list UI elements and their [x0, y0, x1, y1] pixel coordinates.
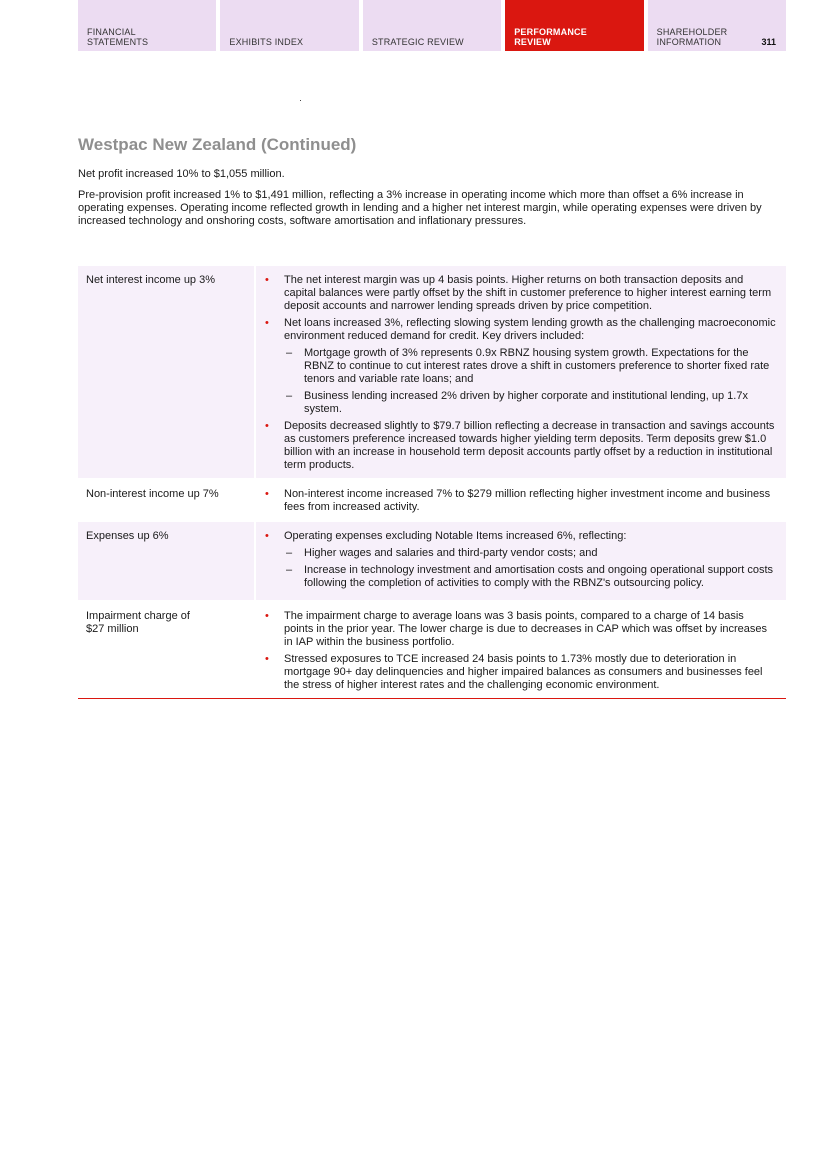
bullet-list — [260, 274, 776, 472]
sub-text: Mortgage growth of 3% represents 0.9x RBNZ housing system growth. Expectations for the RBNZ to continue to cut interest rates drove a shift in customers preference to shorter fixed rate tenors and variable rate loans; and — [304, 347, 770, 385]
bullet-item — [260, 274, 776, 313]
tab-label: STRATEGIC REVIEW — [371, 37, 464, 47]
bullet-list — [260, 610, 776, 692]
row-content — [256, 522, 786, 600]
table-row — [78, 520, 786, 600]
bullet-text: Non-interest income increased 7% to $279 million reflecting higher investment income and business fees from increased activity. — [284, 488, 771, 513]
bullet-text: Operating expenses excluding Notable Items increased 6%, reflecting: — [284, 530, 627, 542]
intro-paragraph: Pre-provision profit increased 1% to $1,491 million, reflecting a 3% increase in operating income which more than offset a 6% increase in operating expenses. Operating income reflected growth in lending and a higher net interest margin, while operating expenses were driven by increased technology and onshoring costs, software amortisation and inflationary pressures. — [78, 189, 762, 227]
performance-table — [78, 264, 786, 699]
sub-item — [284, 547, 776, 560]
bullet-text: Stressed exposures to TCE increased 24 basis points to 1.73% mostly due to deterioration in mortgage 90+ day delinquencies and higher impaired balances as consumers and businesses feel the stress of higher interest rates and the challenging economic environment. — [284, 653, 763, 691]
row-label: Expenses up 6% — [78, 522, 256, 600]
intro-text — [78, 168, 783, 236]
bullet-text: The impairment charge to average loans was 3 basis points, compared to a charge of 14 basis points in the prior year. The lower charge is due to decreases in CAP which was offset by increases in IAP within the business portfolio. — [284, 610, 768, 648]
sub-list — [284, 347, 776, 416]
sub-list — [284, 547, 776, 590]
bullet-text: The net interest margin was up 4 basis points. Higher returns on both transaction deposits and capital balances were partly offset by the shift in customer preference to higher interest earning term deposit accounts and narrower lending spreads driven by price competition. — [284, 274, 772, 312]
bullet-item — [260, 530, 776, 590]
tab-performance-review[interactable] — [505, 0, 643, 51]
bullet-text: Net loans increased 3%, reflecting slowing system lending growth as the challenging macroeconomic environment reduced demand for credit. Key drivers included: — [284, 317, 776, 342]
bullet-list — [260, 488, 776, 514]
tab-label: SHAREHOLDER INFORMATION — [656, 27, 728, 47]
tab-shareholder-information[interactable] — [648, 0, 786, 51]
page-number: 311 — [761, 37, 777, 47]
stray-dot — [300, 100, 301, 101]
row-content — [256, 480, 786, 520]
section-title: Westpac New Zealand (Continued) — [78, 135, 357, 154]
bullet-item — [260, 610, 776, 649]
bullet-item — [260, 317, 776, 416]
row-content — [256, 602, 786, 698]
row-label: Net interest income up 3% — [78, 266, 256, 478]
bullet-item — [260, 420, 776, 472]
bullet-item — [260, 488, 776, 514]
row-content — [256, 266, 786, 478]
sub-text: Higher wages and salaries and third-party vendor costs; and — [304, 547, 598, 559]
tab-label: FINANCIAL STATEMENTS — [87, 27, 149, 47]
bullet-text: Deposits decreased slightly to $79.7 billion reflecting a decrease in transaction and savings accounts as customers preference increased towards higher yielding term deposits. Term deposits grew $1.0 billion with an increase in household term deposit accounts partly offset by a reduction in institutional term products. — [284, 420, 775, 471]
bullet-item — [260, 653, 776, 692]
table-row — [78, 264, 786, 478]
tab-financial-statements[interactable] — [78, 0, 216, 51]
top-navigation — [78, 0, 786, 51]
sub-item — [284, 564, 776, 590]
table-row — [78, 478, 786, 520]
sub-item — [284, 347, 776, 386]
sub-text: Business lending increased 2% driven by higher corporate and institutional lending, up 1.7x system. — [304, 390, 748, 415]
tab-label: EXHIBITS INDEX — [229, 37, 304, 47]
table-row — [78, 600, 786, 698]
row-label: Impairment charge of $27 million — [78, 602, 256, 698]
sub-text: Increase in technology investment and amortisation costs and ongoing operational support costs following the completion of activities to comply with the RBNZ's outsourcing policy. — [304, 564, 774, 589]
tab-label: PERFORMANCE REVIEW — [514, 27, 587, 47]
bullet-list — [260, 530, 776, 590]
sub-item — [284, 390, 776, 416]
row-label: Non-interest income up 7% — [78, 480, 256, 520]
tab-strategic-review[interactable] — [363, 0, 501, 51]
tab-exhibits-index[interactable] — [220, 0, 358, 51]
intro-paragraph: Net profit increased 10% to $1,055 million. — [78, 168, 285, 180]
